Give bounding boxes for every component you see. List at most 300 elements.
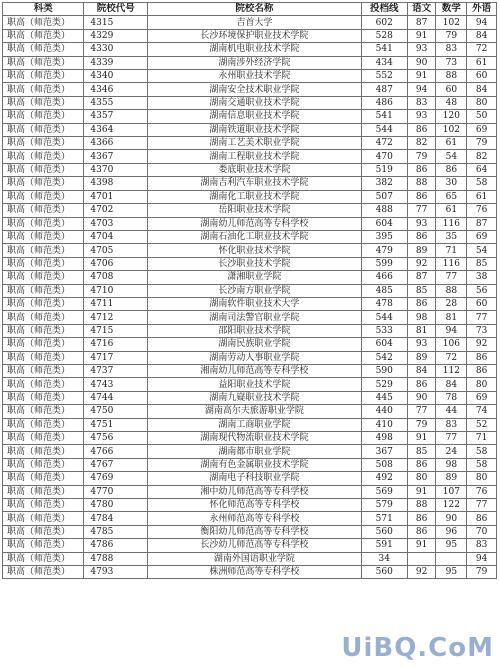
school-code-cell: 4705 — [84, 244, 148, 257]
school-code-cell: 4340 — [84, 70, 148, 83]
foreign-language-score-cell: 77 — [467, 311, 497, 324]
foreign-language-score-cell: 83 — [467, 539, 497, 552]
chinese-score-cell: 89 — [407, 351, 436, 364]
math-score-cell: 81 — [436, 311, 467, 324]
cutoff-score-cell: 544 — [361, 311, 407, 324]
cutoff-score-cell: 445 — [361, 391, 407, 404]
math-score-cell: 95 — [436, 566, 467, 579]
category-cell: 职高（师范类） — [3, 150, 84, 163]
school-code-cell: 4329 — [84, 29, 148, 42]
table-row — [3, 43, 497, 56]
math-score-cell — [436, 552, 467, 565]
table-row — [3, 472, 497, 485]
foreign-language-score-cell: 73 — [467, 324, 497, 337]
school-name-cell: 湖南安全技术职业学院 — [148, 83, 361, 96]
table-row — [3, 110, 497, 123]
school-name-cell: 湖南吉利汽车职业技术学院 — [148, 177, 361, 190]
cutoff-score-cell: 479 — [361, 244, 407, 257]
chinese-score-cell: 79 — [407, 418, 436, 431]
cutoff-score-cell: 571 — [361, 512, 407, 525]
cutoff-score-cell: 541 — [361, 43, 407, 56]
table-row — [3, 29, 497, 42]
school-name-cell: 湖南化工职业技术学院 — [148, 190, 361, 203]
cutoff-score-cell: 382 — [361, 177, 407, 190]
school-code-cell: 4744 — [84, 391, 148, 404]
school-code-cell: 4712 — [84, 311, 148, 324]
math-score-cell: 30 — [436, 177, 467, 190]
score-table — [2, 2, 497, 579]
school-name-cell: 湖南劳动人事职业学院 — [148, 351, 361, 364]
math-score-cell: 61 — [436, 204, 467, 217]
school-name-cell: 湖南都市职业学院 — [148, 445, 361, 458]
foreign-language-score-cell: 84 — [467, 83, 497, 96]
category-cell: 职高（师范类） — [3, 284, 84, 297]
cutoff-score-cell: 440 — [361, 405, 407, 418]
school-name-cell: 长沙幼儿师范高等专科学校 — [148, 539, 361, 552]
category-cell: 职高（师范类） — [3, 137, 84, 150]
math-score-cell: 94 — [436, 324, 467, 337]
cutoff-score-cell: 602 — [361, 16, 407, 29]
foreign-language-score-cell: 50 — [467, 110, 497, 123]
math-score-cell: 77 — [436, 271, 467, 284]
cutoff-score-cell: 604 — [361, 217, 407, 230]
foreign-language-score-cell: 87 — [467, 217, 497, 230]
school-code-cell: 4330 — [84, 43, 148, 56]
foreign-language-score-cell: 85 — [467, 257, 497, 270]
school-name-cell: 湘中幼儿师范高等专科学校 — [148, 485, 361, 498]
school-code-cell: 4355 — [84, 96, 148, 109]
foreign-language-score-cell: 58 — [467, 445, 497, 458]
math-score-cell: 60 — [436, 83, 467, 96]
foreign-language-score-cell: 54 — [467, 244, 497, 257]
category-cell: 职高（师范类） — [3, 96, 84, 109]
foreign-language-score-cell: 61 — [467, 56, 497, 69]
foreign-language-score-cell: 76 — [467, 485, 497, 498]
cutoff-score-cell: 541 — [361, 110, 407, 123]
math-score-cell: 35 — [436, 230, 467, 243]
cutoff-score-cell: 542 — [361, 351, 407, 364]
math-score-cell: 116 — [436, 217, 467, 230]
table-row — [3, 137, 497, 150]
chinese-score-cell: 84 — [407, 364, 436, 377]
foreign-language-score-cell: 70 — [467, 525, 497, 538]
foreign-language-score-cell: 80 — [467, 472, 497, 485]
chinese-score-cell: 80 — [407, 472, 436, 485]
table-row — [3, 525, 497, 538]
foreign-language-score-cell: 86 — [467, 364, 497, 377]
school-code-cell: 4701 — [84, 190, 148, 203]
category-cell: 职高（师范类） — [3, 364, 84, 377]
category-cell: 职高（师范类） — [3, 190, 84, 203]
chinese-score-cell: 86 — [407, 190, 436, 203]
category-cell: 职高（师范类） — [3, 391, 84, 404]
foreign-language-score-cell: 80 — [467, 378, 497, 391]
chinese-score-cell: 87 — [407, 16, 436, 29]
cutoff-score-cell: 410 — [361, 418, 407, 431]
category-cell: 职高（师范类） — [3, 378, 84, 391]
chinese-score-cell: 91 — [407, 29, 436, 42]
category-cell: 职高（师范类） — [3, 445, 84, 458]
school-name-cell: 潇湘职业学院 — [148, 271, 361, 284]
math-score-cell: 83 — [436, 43, 467, 56]
math-score-cell: 90 — [436, 512, 467, 525]
cutoff-score-cell: 486 — [361, 96, 407, 109]
category-cell: 职高（师范类） — [3, 230, 84, 243]
cutoff-score-cell: 599 — [361, 257, 407, 270]
chinese-score-cell: 93 — [407, 43, 436, 56]
math-score-cell: 84 — [436, 378, 467, 391]
chinese-score-cell: 86 — [407, 163, 436, 176]
math-score-cell: 88 — [436, 70, 467, 83]
table-row — [3, 338, 497, 351]
school-code-cell: 4708 — [84, 271, 148, 284]
school-name-cell: 怀化师范高等专科学校 — [148, 499, 361, 512]
table-row — [3, 364, 497, 377]
category-cell: 职高（师范类） — [3, 123, 84, 136]
school-name-cell: 湖南涉外经济学院 — [148, 56, 361, 69]
table-row — [3, 204, 497, 217]
school-code-cell: 4367 — [84, 150, 148, 163]
cutoff-score-cell: 470 — [361, 150, 407, 163]
header-chinese: 语文 — [407, 3, 436, 16]
school-name-cell: 湘南幼儿师范高等专科学校 — [148, 364, 361, 377]
header-foreign-language: 外语 — [467, 3, 497, 16]
school-code-cell: 4711 — [84, 297, 148, 310]
school-code-cell: 4703 — [84, 217, 148, 230]
table-row — [3, 405, 497, 418]
math-score-cell: 71 — [436, 244, 467, 257]
school-code-cell: 4793 — [84, 566, 148, 579]
school-code-cell: 4346 — [84, 83, 148, 96]
math-score-cell: 48 — [436, 96, 467, 109]
category-cell: 职高（师范类） — [3, 257, 84, 270]
table-row — [3, 458, 497, 471]
math-score-cell: 78 — [436, 391, 467, 404]
cutoff-score-cell: 472 — [361, 137, 407, 150]
table-row — [3, 297, 497, 310]
category-cell: 职高（师范类） — [3, 70, 84, 83]
school-code-cell: 4339 — [84, 56, 148, 69]
school-code-cell: 4767 — [84, 458, 148, 471]
school-code-cell: 4780 — [84, 499, 148, 512]
cutoff-score-cell: 560 — [361, 525, 407, 538]
category-cell: 职高（师范类） — [3, 204, 84, 217]
chinese-score-cell: 79 — [407, 150, 436, 163]
chinese-score-cell: 90 — [407, 56, 436, 69]
math-score-cell: 54 — [436, 150, 467, 163]
school-name-cell: 湖南石油化工职业技术学院 — [148, 230, 361, 243]
math-score-cell: 89 — [436, 472, 467, 485]
foreign-language-score-cell: 72 — [467, 43, 497, 56]
category-cell: 职高（师范类） — [3, 16, 84, 29]
foreign-language-score-cell: 74 — [467, 405, 497, 418]
category-cell: 职高（师范类） — [3, 324, 84, 337]
header-school-name: 院校名称 — [148, 3, 361, 16]
school-name-cell: 湖南外国语职业学院 — [148, 552, 361, 565]
category-cell: 职高（师范类） — [3, 83, 84, 96]
cutoff-score-cell: 604 — [361, 338, 407, 351]
math-score-cell: 28 — [436, 297, 467, 310]
school-name-cell: 湖南软件职业技术大学 — [148, 297, 361, 310]
school-name-cell: 永州师范高等专科学校 — [148, 512, 361, 525]
foreign-language-score-cell: 92 — [467, 338, 497, 351]
school-name-cell: 长沙职业技术学院 — [148, 257, 361, 270]
cutoff-score-cell: 434 — [361, 56, 407, 69]
table-row — [3, 351, 497, 364]
school-code-cell: 4704 — [84, 230, 148, 243]
foreign-language-score-cell: 58 — [467, 177, 497, 190]
chinese-score-cell: 86 — [407, 297, 436, 310]
school-name-cell: 长沙环境保护职业技术学院 — [148, 29, 361, 42]
table-row — [3, 217, 497, 230]
chinese-score-cell: 83 — [407, 96, 436, 109]
table-row — [3, 123, 497, 136]
school-code-cell: 4756 — [84, 432, 148, 445]
math-score-cell: 61 — [436, 137, 467, 150]
table-row — [3, 257, 497, 270]
chinese-score-cell: 77 — [407, 405, 436, 418]
table-row — [3, 16, 497, 29]
foreign-language-score-cell: 69 — [467, 123, 497, 136]
foreign-language-score-cell: 52 — [467, 418, 497, 431]
math-score-cell: 24 — [436, 445, 467, 458]
chinese-score-cell: 93 — [407, 217, 436, 230]
admission-score-sheet — [2, 2, 497, 579]
math-score-cell: 44 — [436, 405, 467, 418]
math-score-cell: 95 — [436, 539, 467, 552]
foreign-language-score-cell: 38 — [467, 271, 497, 284]
math-score-cell: 79 — [436, 29, 467, 42]
table-row — [3, 56, 497, 69]
school-code-cell: 4364 — [84, 123, 148, 136]
foreign-language-score-cell: 58 — [467, 458, 497, 471]
math-score-cell: 73 — [436, 56, 467, 69]
school-name-cell: 娄底职业技术学院 — [148, 163, 361, 176]
cutoff-score-cell: 487 — [361, 83, 407, 96]
chinese-score-cell: 86 — [407, 230, 436, 243]
school-name-cell: 湖南工艺美术职业学院 — [148, 137, 361, 150]
header-math: 数学 — [436, 3, 467, 16]
cutoff-score-cell: 569 — [361, 485, 407, 498]
school-code-cell: 4737 — [84, 364, 148, 377]
math-score-cell: 120 — [436, 110, 467, 123]
school-name-cell: 怀化职业技术学院 — [148, 244, 361, 257]
chinese-score-cell: 93 — [407, 110, 436, 123]
school-code-cell: 4702 — [84, 204, 148, 217]
cutoff-score-cell: 34 — [361, 552, 407, 565]
math-score-cell: 116 — [436, 257, 467, 270]
chinese-score-cell: 86 — [407, 458, 436, 471]
cutoff-score-cell: 488 — [361, 204, 407, 217]
chinese-score-cell: 88 — [407, 177, 436, 190]
foreign-language-score-cell: 94 — [467, 552, 497, 565]
table-row — [3, 324, 497, 337]
category-cell: 职高（师范类） — [3, 418, 84, 431]
table-body — [3, 16, 497, 579]
table-row — [3, 432, 497, 445]
chinese-score-cell — [407, 552, 436, 565]
category-cell: 职高（师范类） — [3, 177, 84, 190]
chinese-score-cell: 92 — [407, 566, 436, 579]
table-row — [3, 378, 497, 391]
school-name-cell: 湖南有色金属职业技术学院 — [148, 458, 361, 471]
category-cell: 职高（师范类） — [3, 163, 84, 176]
school-code-cell: 4398 — [84, 177, 148, 190]
category-cell: 职高（师范类） — [3, 311, 84, 324]
table-row — [3, 190, 497, 203]
cutoff-score-cell: 485 — [361, 284, 407, 297]
foreign-language-score-cell: 61 — [467, 190, 497, 203]
site-watermark: UiBQ.CoM — [341, 633, 494, 663]
cutoff-score-cell: 528 — [361, 29, 407, 42]
chinese-score-cell: 91 — [407, 432, 436, 445]
cutoff-score-cell: 478 — [361, 297, 407, 310]
cutoff-score-cell: 508 — [361, 458, 407, 471]
category-cell: 职高（师范类） — [3, 525, 84, 538]
cutoff-score-cell: 466 — [361, 271, 407, 284]
school-name-cell: 湖南机电职业技术学院 — [148, 43, 361, 56]
foreign-language-score-cell: 56 — [467, 284, 497, 297]
category-cell: 职高（师范类） — [3, 244, 84, 257]
chinese-score-cell: 86 — [407, 512, 436, 525]
cutoff-score-cell: 552 — [361, 70, 407, 83]
chinese-score-cell: 86 — [407, 123, 436, 136]
header-school-code: 院校代号 — [84, 3, 148, 16]
school-name-cell: 湖南高尔夫旅游职业学院 — [148, 405, 361, 418]
foreign-language-score-cell: 76 — [467, 204, 497, 217]
chinese-score-cell: 77 — [407, 204, 436, 217]
category-cell: 职高（师范类） — [3, 499, 84, 512]
school-code-cell: 4788 — [84, 552, 148, 565]
chinese-score-cell: 87 — [407, 271, 436, 284]
math-score-cell: 106 — [436, 338, 467, 351]
chinese-score-cell: 82 — [407, 137, 436, 150]
category-cell: 职高（师范类） — [3, 472, 84, 485]
cutoff-score-cell: 591 — [361, 539, 407, 552]
table-row — [3, 499, 497, 512]
foreign-language-score-cell: 82 — [467, 150, 497, 163]
category-cell: 职高（师范类） — [3, 56, 84, 69]
school-name-cell: 岳阳职业技术学院 — [148, 204, 361, 217]
table-header-row — [3, 3, 497, 16]
school-name-cell: 湖南工商职业学院 — [148, 418, 361, 431]
foreign-language-score-cell: 79 — [467, 137, 497, 150]
school-code-cell: 4357 — [84, 110, 148, 123]
table-row — [3, 539, 497, 552]
school-code-cell: 4715 — [84, 324, 148, 337]
school-code-cell: 4751 — [84, 418, 148, 431]
chinese-score-cell: 98 — [407, 311, 436, 324]
foreign-language-score-cell: 60 — [467, 297, 497, 310]
school-name-cell: 湖南现代物流职业技术学院 — [148, 432, 361, 445]
school-code-cell: 4315 — [84, 16, 148, 29]
school-name-cell: 吉首大学 — [148, 16, 361, 29]
category-cell: 职高（师范类） — [3, 405, 84, 418]
school-code-cell: 4766 — [84, 445, 148, 458]
category-cell: 职高（师范类） — [3, 110, 84, 123]
school-name-cell: 湖南信息职业技术学院 — [148, 110, 361, 123]
table-row — [3, 70, 497, 83]
cutoff-score-cell: 492 — [361, 472, 407, 485]
category-cell: 职高（师范类） — [3, 552, 84, 565]
cutoff-score-cell: 498 — [361, 432, 407, 445]
school-code-cell: 4750 — [84, 405, 148, 418]
school-code-cell: 4370 — [84, 163, 148, 176]
math-score-cell: 83 — [436, 418, 467, 431]
school-code-cell: 4785 — [84, 525, 148, 538]
table-row — [3, 271, 497, 284]
table-row — [3, 230, 497, 243]
chinese-score-cell: 94 — [407, 83, 436, 96]
table-row — [3, 284, 497, 297]
table-row — [3, 177, 497, 190]
table-row — [3, 445, 497, 458]
category-cell: 职高（师范类） — [3, 297, 84, 310]
school-code-cell: 4706 — [84, 257, 148, 270]
school-name-cell: 湖南交通职业技术学院 — [148, 96, 361, 109]
school-name-cell: 湖南司法警官职业学院 — [148, 311, 361, 324]
chinese-score-cell: 89 — [407, 244, 436, 257]
category-cell: 职高（师范类） — [3, 539, 84, 552]
foreign-language-score-cell: 86 — [467, 351, 497, 364]
math-score-cell: 98 — [436, 458, 467, 471]
math-score-cell: 112 — [436, 364, 467, 377]
cutoff-score-cell: 519 — [361, 163, 407, 176]
category-cell: 职高（师范类） — [3, 29, 84, 42]
school-name-cell: 长沙南方职业学院 — [148, 284, 361, 297]
school-code-cell: 4366 — [84, 137, 148, 150]
chinese-score-cell: 86 — [407, 525, 436, 538]
table-row — [3, 244, 497, 257]
cutoff-score-cell: 367 — [361, 445, 407, 458]
math-score-cell: 72 — [436, 351, 467, 364]
chinese-score-cell: 81 — [407, 324, 436, 337]
math-score-cell: 122 — [436, 499, 467, 512]
table-row — [3, 163, 497, 176]
foreign-language-score-cell: 60 — [467, 70, 497, 83]
school-code-cell: 4717 — [84, 351, 148, 364]
math-score-cell: 102 — [436, 16, 467, 29]
school-name-cell: 株洲师范高等专科学校 — [148, 566, 361, 579]
math-score-cell: 107 — [436, 485, 467, 498]
foreign-language-score-cell: 69 — [467, 391, 497, 404]
math-score-cell: 86 — [436, 163, 467, 176]
school-code-cell: 4710 — [84, 284, 148, 297]
cutoff-score-cell: 507 — [361, 190, 407, 203]
cutoff-score-cell: 590 — [361, 364, 407, 377]
foreign-language-score-cell: 77 — [467, 499, 497, 512]
school-name-cell: 衡阳幼儿师范高等专科学校 — [148, 525, 361, 538]
table-row — [3, 150, 497, 163]
foreign-language-score-cell: 86 — [467, 512, 497, 525]
chinese-score-cell: 92 — [407, 257, 436, 270]
school-name-cell: 湖南铁道职业技术学院 — [148, 123, 361, 136]
table-row — [3, 96, 497, 109]
school-name-cell: 湖南幼儿师范高等专科学校 — [148, 217, 361, 230]
category-cell: 职高（师范类） — [3, 338, 84, 351]
chinese-score-cell: 91 — [407, 539, 436, 552]
header-cutoff-score: 投档线 — [361, 3, 407, 16]
cutoff-score-cell: 533 — [361, 324, 407, 337]
table-row — [3, 83, 497, 96]
foreign-language-score-cell: 80 — [467, 96, 497, 109]
math-score-cell: 77 — [436, 432, 467, 445]
math-score-cell: 102 — [436, 123, 467, 136]
school-name-cell: 湖南工程职业技术学院 — [148, 150, 361, 163]
math-score-cell: 65 — [436, 190, 467, 203]
school-code-cell: 4743 — [84, 378, 148, 391]
table-row — [3, 418, 497, 431]
